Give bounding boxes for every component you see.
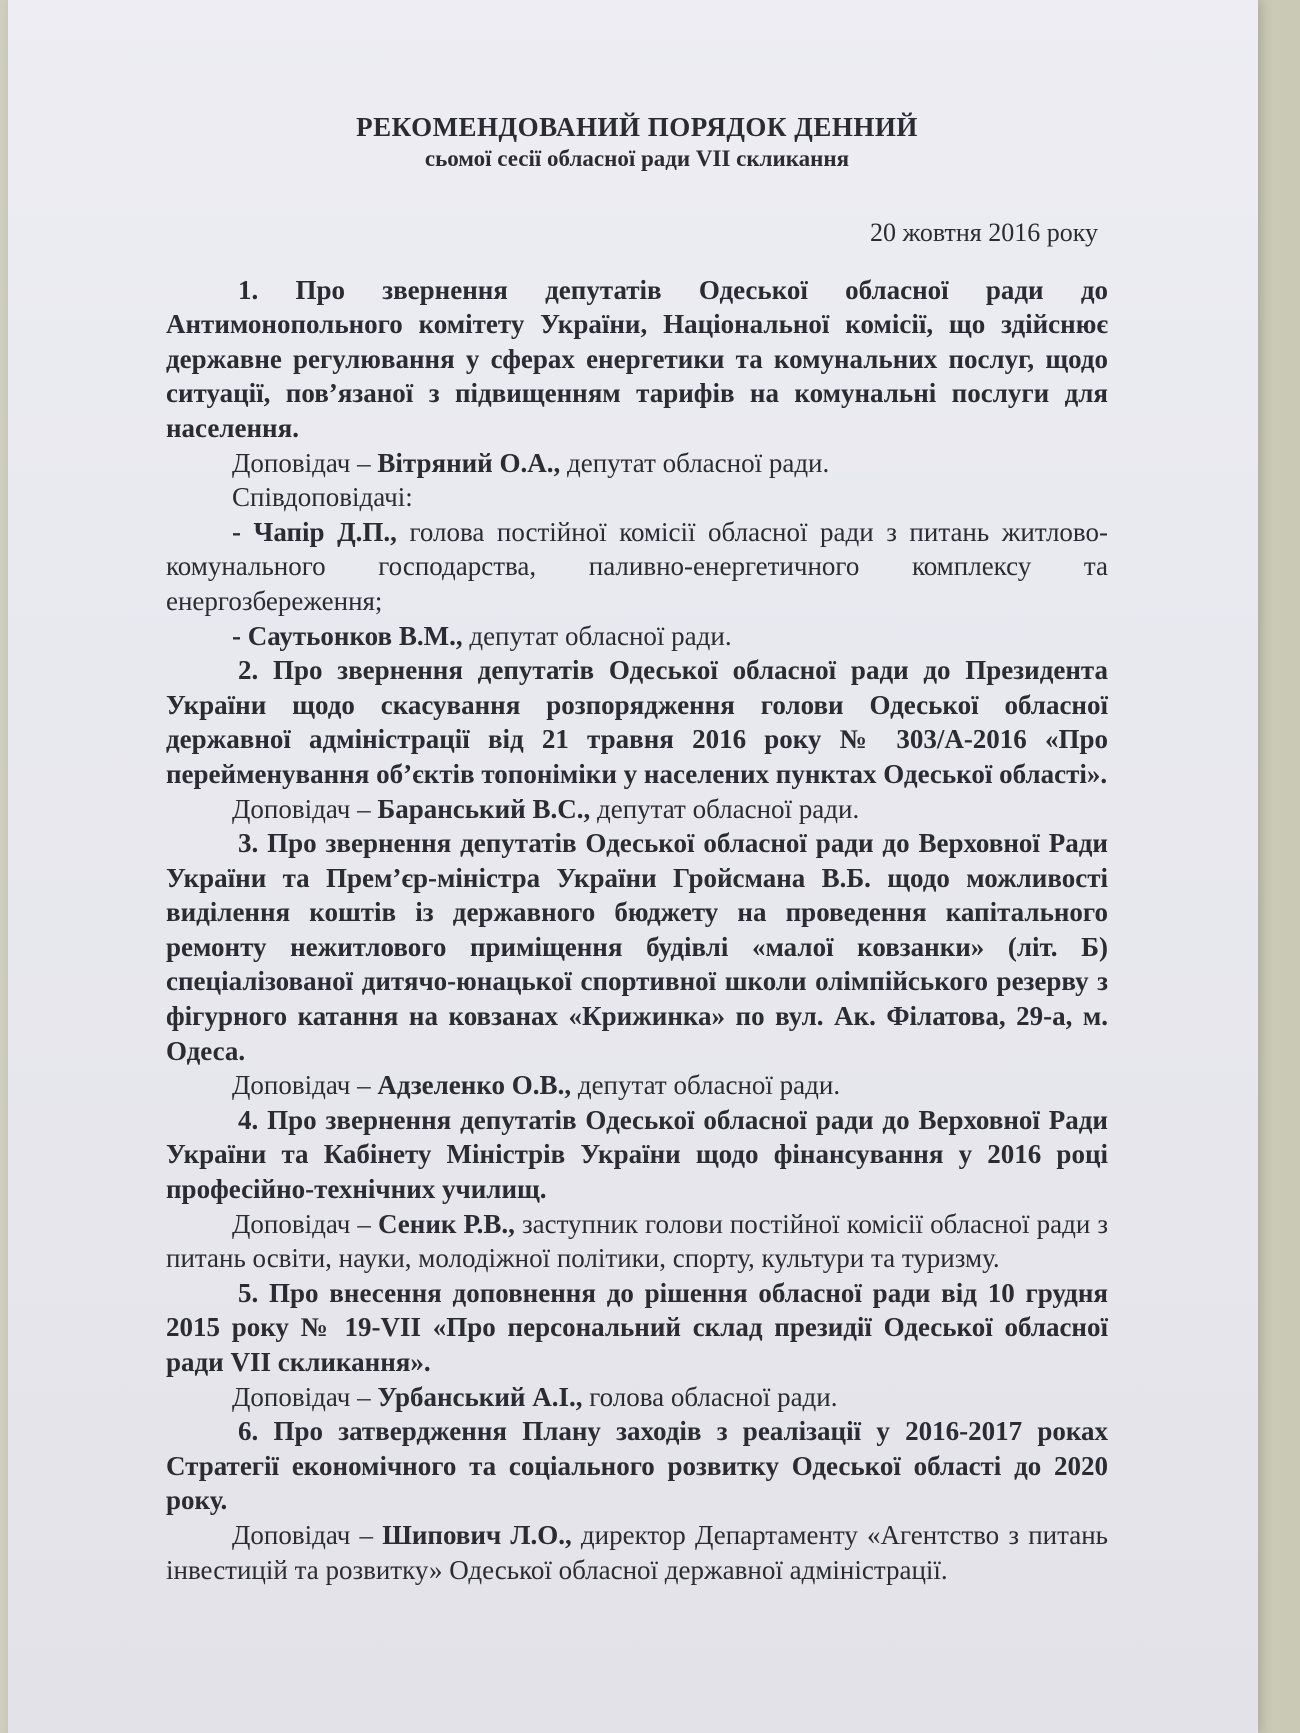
- speaker-role: депутат обласної ради.: [590, 793, 860, 824]
- speaker-line-2: [166, 792, 1108, 827]
- co-speaker-name: Саутьонков В.М.,: [247, 620, 463, 651]
- co-speaker-role: голова постійної комісії обласної ради з питань житлово-комунального господарства, паливно-енергетичного комплексу та енергозбереження;: [166, 516, 1108, 616]
- document-date: 20 жовтня 2016 року: [870, 218, 1098, 247]
- speaker-role: депутат обласної ради.: [560, 447, 830, 478]
- speaker-line-6: [166, 1518, 1108, 1587]
- speaker-prefix: Доповідач –: [232, 1208, 378, 1239]
- speaker-prefix: Доповідач –: [232, 1070, 378, 1101]
- agenda-item-6: 6. Про затвердження Плану заходів з реалізації у 2016-2017 роках Стратегії економічного та соціального розвитку Одеської області до 2020 року.: [166, 1416, 1108, 1516]
- paper-sheet: [8, 0, 1258, 1733]
- document-subtitle: сьомої сесії обласної ради VII скликання: [424, 146, 850, 171]
- speaker-name: Урбанський А.І.,: [377, 1381, 583, 1412]
- co-speakers-label: Співдоповідачі:: [232, 482, 413, 513]
- co-speaker-name: Чапір Д.П.,: [253, 516, 397, 547]
- speaker-prefix: Доповідач –: [232, 793, 378, 824]
- speaker-prefix: Доповідач –: [232, 447, 378, 478]
- speaker-prefix: Доповідач –: [232, 1381, 378, 1412]
- co-speaker-prefix: -: [232, 620, 248, 651]
- speaker-line-3: [166, 1068, 1108, 1103]
- agenda-item-1: 1. Про звернення депутатів Одеської обласної ради до Антимонопольного комітету України, Національної комісії, що здійснює державне регулювання у сферах енергетики та комунальних послуг, щодо ситуації, пов’язаної з підвищенням тарифів на комунальні послуги для населення.: [166, 274, 1108, 443]
- speaker-name: Сеник Р.В.,: [377, 1208, 515, 1239]
- co-speaker-line: [166, 619, 1108, 654]
- speaker-name: Шипович Л.О.,: [382, 1519, 572, 1550]
- document-page: [166, 110, 1108, 1587]
- agenda-item-4: 4. Про звернення депутатів Одеської обласної ради до Верховної Ради України та Кабінету Міністрів України щодо фінансування у 2016 році професійно-технічних училищ.: [166, 1104, 1108, 1205]
- co-speaker-line: [166, 515, 1108, 619]
- document-title: РЕКОМЕНДОВАНИЙ ПОРЯДОК ДЕННИЙ: [356, 112, 918, 142]
- speaker-line-1: [166, 446, 1108, 481]
- speaker-line-4: [166, 1207, 1108, 1276]
- agenda-item-2: 2. Про звернення депутатів Одеської обласної ради до Президента України щодо скасування розпорядження голови Одеської обласної державної адміністрації від 21 травня 2016 року № 303/А-2016 «Про перейменування об’єктів топоніміки у населених пунктах Одеської області».: [166, 655, 1108, 789]
- speaker-role: голова обласної ради.: [582, 1381, 838, 1412]
- co-speaker-role: депутат обласної ради.: [462, 620, 732, 651]
- agenda-item-5: 5. Про внесення доповнення до рішення обласної ради від 10 грудня 2015 року № 19-VII «Про персональний склад президії Одеської обласної ради VII скликання».: [166, 1277, 1108, 1377]
- speaker-name: Адзеленко О.В.,: [377, 1070, 572, 1101]
- speaker-prefix: Доповідач –: [232, 1519, 383, 1550]
- agenda-item-3: 3. Про звернення депутатів Одеської обласної ради до Верховної Ради України та Прем’єр-міністра України Гройсмана В.Б. щодо можливості виділення коштів із державного бюджету на проведення капітального ремонту нежитлового приміщення будівлі «малої ковзанки» (літ. Б) спеціалізованої дитячо-юнацької спортивної школи олімпійського резерву з фігурного катання на ковзанах «Крижинка» по вул. Ак. Філатова, 29-а, м. Одеса.: [166, 828, 1108, 1066]
- speaker-role: депутат обласної ради.: [571, 1070, 841, 1101]
- speaker-role: заступник голови постійної комісії обласної ради з питань освіти, науки, молодіжної політики, спорту, культури та туризму.: [166, 1208, 1108, 1274]
- speaker-name: Баранський В.С.,: [377, 793, 591, 824]
- speaker-line-5: [166, 1380, 1108, 1415]
- speaker-name: Вітряний О.А.,: [377, 447, 561, 478]
- speaker-role: директор Департаменту «Агентство з питань інвестицій та розвитку» Одеської обласної державної адміністрації.: [166, 1519, 1108, 1585]
- co-speaker-prefix: -: [232, 516, 254, 547]
